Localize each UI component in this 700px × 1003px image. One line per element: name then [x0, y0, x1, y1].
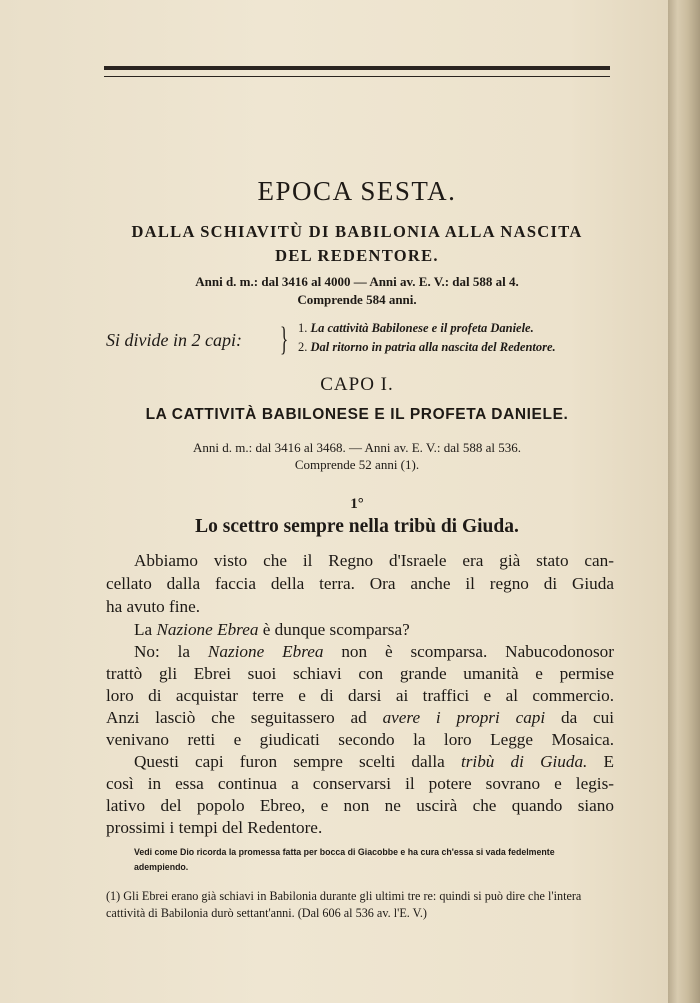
body-line: trattò gli Ebrei suoi schiavi con grande umanità e permise — [106, 664, 614, 683]
division-item-number: 2. — [298, 340, 308, 354]
italic-run: avere i propri capi — [382, 708, 546, 727]
text-run: La — [134, 620, 157, 639]
division-item-2 — [298, 340, 556, 355]
chapter-number: CAPO I. — [320, 374, 394, 395]
body-line: cellato dalla faccia della terra. Ora anche il regno di Giuda — [106, 574, 614, 593]
division-item-text: La cattività Babilonese e il profeta Daniele. — [310, 321, 534, 335]
header-rule-thick — [104, 66, 610, 70]
body-line: venivano retti e giudicati secondo la loro Legge Mosaica. — [106, 730, 614, 749]
body-line — [106, 708, 614, 728]
italic-run: Nazione Ebrea — [156, 620, 259, 639]
body-line: prossimi i tempi del Redentore. — [106, 818, 323, 837]
epoch-subtitle-line2: DEL REDENTORE. — [275, 246, 439, 265]
body-line — [134, 642, 614, 662]
body-line: ha avuto fine. — [106, 597, 201, 616]
chapter-years: Anni d. m.: dal 3416 al 3468. — Anni av. E. V.: dal 588 al 536. — [193, 440, 521, 455]
text-run: No: la — [134, 642, 208, 661]
text-run: non è scomparsa. Nabucodonosor — [323, 642, 614, 661]
italic-run: tribù di Giuda. — [460, 752, 588, 771]
header-rule-thin — [104, 76, 610, 77]
text-run: Anzi lasciò che seguitassero ad — [106, 708, 383, 727]
page-edge — [668, 0, 700, 1003]
chapter-span: Comprende 52 anni (1). — [294, 457, 420, 472]
epoch-subtitle-line1: DALLA SCHIAVITÙ DI BABILONIA ALLA NASCITA — [131, 222, 583, 241]
text-run: è dunque scomparsa? — [258, 620, 410, 639]
footnote: (1) Gli Ebrei erano già schiavi in Babilonia durante gli ultimi tre re: quindi si può dire che l'intera cattività di Babilonia durò settant'anni. (Dal 606 al 536 av. l'E. V.) — [106, 889, 582, 920]
division-item-number: 1. — [298, 321, 308, 335]
text-run: E — [587, 752, 614, 771]
division-item-1 — [298, 321, 534, 336]
division-brace: } — [280, 321, 289, 358]
moral-note: Vedi come Dio ricorda la promessa fatta per bocca di Giacobbe e ha cura ch'essa si vada fedelmente adempiendo. — [134, 847, 555, 872]
body-line: loro di acquistar terre e di darsi ai traffici e al commercio. — [106, 686, 614, 705]
epoch-years: Anni d. m.: dal 3416 al 4000 — Anni av. E. V.: dal 588 al 4. — [195, 274, 519, 289]
italic-run: Nazione Ebrea — [207, 642, 324, 661]
chapter-title: LA CATTIVITÀ BABILONESE E IL PROFETA DANIELE. — [145, 406, 569, 423]
epoch-span: Comprende 584 anni. — [297, 292, 417, 307]
text-run: da cui — [545, 708, 614, 727]
section-title: Lo scettro sempre nella tribù di Giuda. — [195, 516, 519, 537]
division-item-text: Dal ritorno in patria alla nascita del Redentore. — [310, 340, 556, 354]
text-run: Questi capi furon sempre scelti dalla — [134, 752, 461, 771]
body-line: lativo del popolo Ebreo, e non ne uscirà che quando siano — [106, 796, 614, 815]
body-line: così in essa continua a conservarsi il potere sovrano e legis- — [106, 774, 614, 793]
section-number: 1° — [350, 496, 364, 512]
body-line — [134, 752, 614, 772]
epoch-title: EPOCA SESTA. — [257, 176, 457, 206]
body-line — [134, 620, 614, 640]
body-line: Abbiamo visto che il Regno d'Israele era già stato can- — [134, 551, 614, 570]
division-label: Si divide in 2 capi: — [106, 330, 242, 350]
